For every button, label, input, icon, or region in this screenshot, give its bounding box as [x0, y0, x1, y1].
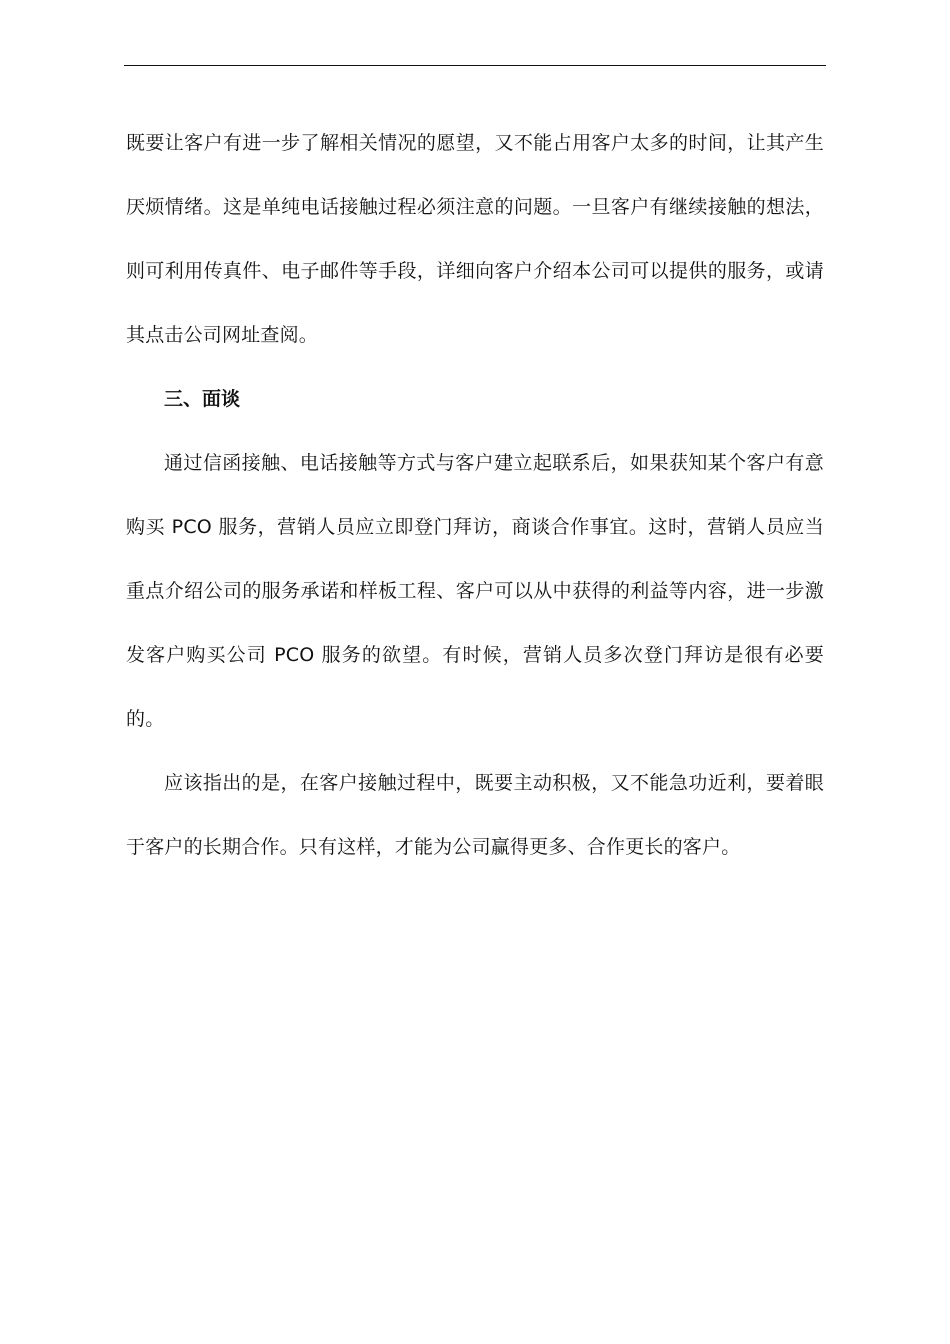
paragraph-face-to-face: 通过信函接触、电话接触等方式与客户建立起联系后，如果获知某个客户有意购买 PCO 服务，营销人员应立即登门拜访，商谈合作事宜。这时，营销人员应当重点介绍公司的服务承诺和样板工程、客户可以从中获得的利益等内容，进一步激发客户购买公司 PCO 服务的欲望。有时候，营销人员多次登门拜访是很有必要的。	[126, 452, 824, 730]
header-rule	[124, 65, 826, 66]
section-heading: 三、面谈	[164, 388, 241, 410]
paragraph-continuation: 既要让客户有进一步了解相关情况的愿望，又不能占用客户太多的时间，让其产生厌烦情绪。这是单纯电话接触过程必须注意的问题。一旦客户有继续接触的想法，则可利用传真件、电子邮件等手段，详细向客户介绍本公司可以提供的服务，或请其点击公司网址查阅。	[126, 132, 824, 346]
document-body	[126, 111, 824, 879]
paragraph-conclusion: 应该指出的是，在客户接触过程中，既要主动积极，又不能急功近利，要着眼于客户的长期合作。只有这样，才能为公司赢得更多、合作更长的客户。	[126, 772, 824, 858]
